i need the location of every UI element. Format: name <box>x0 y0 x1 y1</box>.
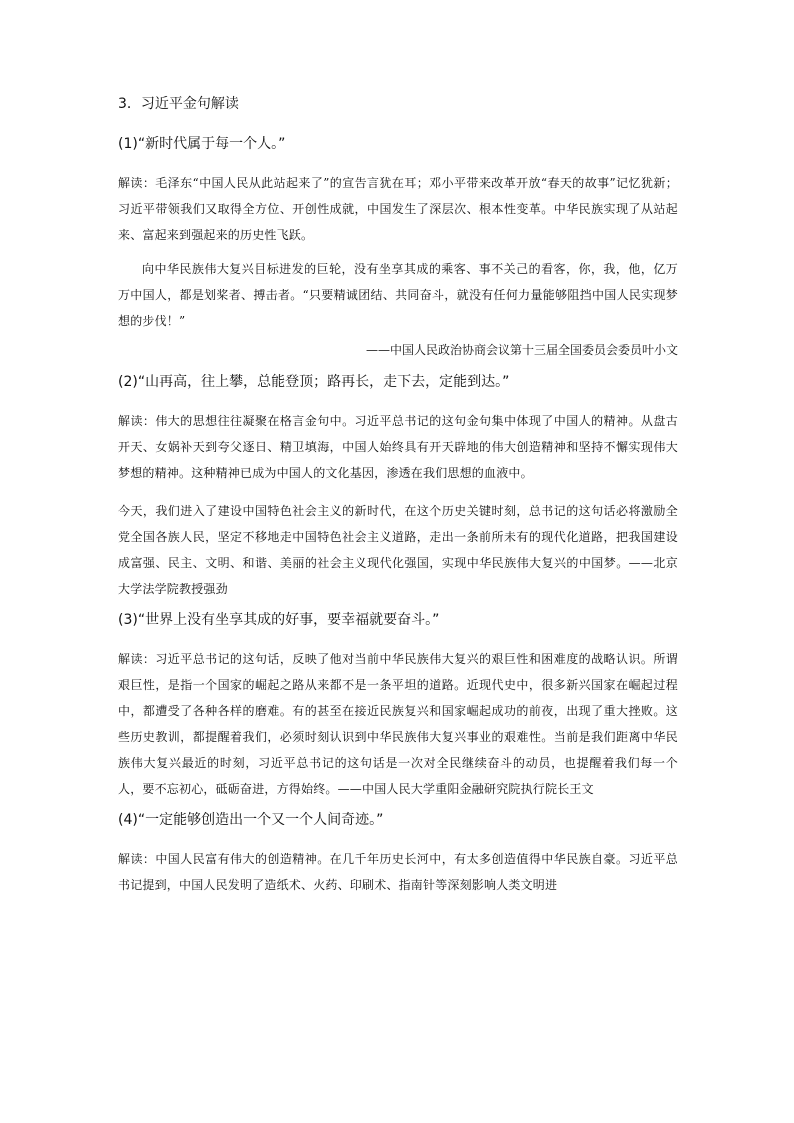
commentary-2: 今天，我们进入了建设中国特色社会主义的新时代，在这个历史关键时刻，总书记的这句话必将激励全党全国各族人民，坚定不移地走中国特色社会主义道路，走出一条前所未有的现代化道路，把我国建设成富强、民主、文明、和谐、美丽的社会主义现代化强国，实现中华民族伟大复兴的中国梦。——北京大学法学院教授强劲 <box>118 504 678 596</box>
quote-1: (1)“新时代属于每一个人。” <box>118 136 286 152</box>
interpretation-3: 解读：习近平总书记的这句话，反映了他对当前中华民族伟大复兴的艰巨性和困难度的战略认识。所谓艰巨性，是指一个国家的崛起之路从来都不是一条平坦的道路。近现代史中，很多新兴国家在崛起过程中，都遭受了各种各样的磨难。有的甚至在接近民族复兴和国家崛起成功的前夜，出现了重大挫败。这些历史教训，都提醒着我们，必须时刻认识到中华民族伟大复兴事业的艰难性。当前是我们距离中华民族伟大复兴最近的时刻，习近平总书记的这句话是一次对全民继续奋斗的动员，也提醒着我们每一个人，要不忘初心，砥砺奋进，方得始终。——中国人民大学重阳金融研究院执行院长王文 <box>118 652 678 796</box>
section-heading: 3．习近平金句解读 <box>118 96 239 112</box>
interpretation-2: 解读：伟大的思想往往凝聚在格言金句中。习近平总书记的这句金句集中体现了中国人的精神。从盘古开天、女娲补天到夸父逐日、精卫填海，中国人始终具有开天辟地的伟大创造精神和坚持不懈实现伟大梦想的精神。这种精神已成为中国人的文化基因，渗透在我们思想的血液中。 <box>118 414 678 480</box>
attribution-1: ——中国人民政治协商会议第十三届全国委员会委员叶小文 <box>365 343 678 357</box>
commentary-1: 向中华民族伟大复兴目标进发的巨轮，没有坐享其成的乘客、事不关己的看客，你，我，他，亿万万中国人，都是划桨者、搏击者。“只要精诚团结、共同奋斗，就没有任何力量能够阻挡中国人民实现梦想的步伐！” <box>118 262 678 328</box>
quote-2: (2)“山再高，往上攀，总能登顶；路再长，走下去，定能到达。” <box>118 374 510 390</box>
document-body <box>118 94 678 906</box>
interpretation-4: 解读：中国人民富有伟大的创造精神。在几千年历史长河中，有太多创造值得中华民族自豪。习近平总书记提到，中国人民发明了造纸术、火药、印刷术、指南针等深刻影响人类文明进 <box>118 852 678 892</box>
quote-3: (3)“世界上没有坐享其成的好事，要幸福就要奋斗。” <box>118 612 440 628</box>
quote-4: (4)“一定能够创造出一个又一个人间奇迹。” <box>118 812 384 828</box>
interpretation-1: 解读：毛泽东“中国人民从此站起来了”的宣告言犹在耳；邓小平带来改革开放“春天的故事”记忆犹新；习近平带领我们又取得全方位、开创性成就，中国发生了深层次、根本性变革。中华民族实现了从站起来、富起来到强起来的历史性飞跃。 <box>118 176 678 242</box>
